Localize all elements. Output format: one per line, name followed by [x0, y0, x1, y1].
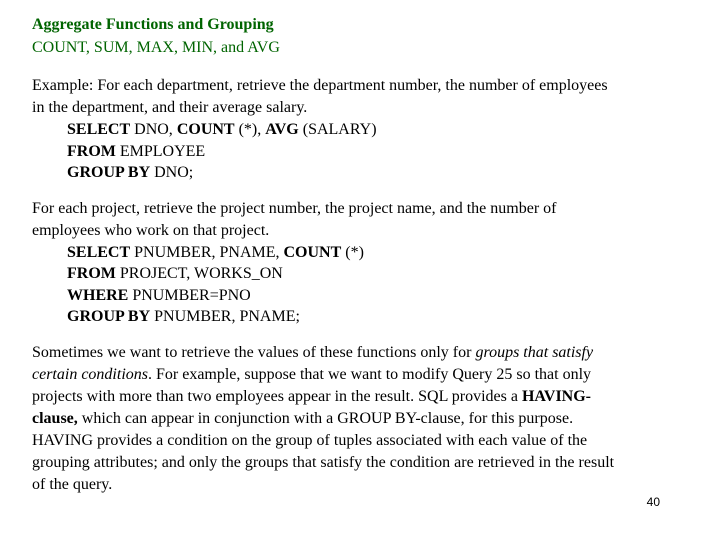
- bold-text-run: HAVING-: [521, 387, 591, 405]
- sql-text: DNO;: [150, 164, 194, 181]
- slide-title: Aggregate Functions and Grouping: [32, 16, 274, 33]
- sql-keyword: FROM: [67, 142, 116, 160]
- example-1-sql-select: [32, 119, 692, 141]
- example-1-sql-from: [32, 141, 692, 163]
- text-run: Sometimes we want to retrieve the values of these functions only for: [32, 343, 476, 361]
- sql-keyword: GROUP BY: [67, 308, 151, 325]
- sql-keyword: FROM: [67, 265, 116, 282]
- sql-text: (*),: [234, 121, 266, 138]
- example-1-block: [32, 75, 692, 184]
- sql-keyword: WHERE: [67, 286, 129, 304]
- sql-text: PNUMBER, PNAME,: [130, 243, 284, 261]
- example-1-text-line-2: in the department, and their average salary.: [32, 99, 308, 116]
- example-2-sql-from: [32, 263, 692, 285]
- having-line-1: [32, 342, 692, 364]
- sql-text: DNO,: [130, 121, 177, 138]
- sql-keyword: AVG: [265, 121, 299, 138]
- having-line-6: grouping attributes; and only the groups that satisfy the condition are retrieved in the result: [32, 453, 615, 471]
- sql-keyword: COUNT: [176, 121, 235, 138]
- sql-keyword: SELECT: [67, 243, 131, 261]
- example-2-sql-select: [32, 242, 692, 264]
- sql-text: PNUMBER=PNO: [128, 286, 251, 304]
- slide-subtitle: COUNT, SUM, MAX, MIN, and AVG: [32, 39, 280, 56]
- sql-text: (*): [341, 243, 364, 261]
- sql-keyword: SELECT: [67, 121, 131, 138]
- sql-text: PNUMBER, PNAME;: [150, 308, 300, 325]
- text-run: . For example, suppose that we want to modify Query 25 so that only: [147, 365, 592, 383]
- example-2-block: [32, 198, 692, 328]
- italic-text-run: groups that satisfy: [475, 343, 594, 361]
- text-run: which can appear in conjunction with a GROUP BY-clause, for this purpose.: [77, 409, 574, 427]
- sql-text: (SALARY): [298, 121, 377, 138]
- example-2-text-line-1: For each project, retrieve the project number, the project name, and the number of: [32, 199, 557, 217]
- page-number: 40: [646, 495, 660, 509]
- example-2-sql-groupby: [32, 306, 692, 328]
- example-2-text-line-2: employees who work on that project.: [32, 221, 270, 239]
- italic-text-run: certain conditions: [32, 365, 148, 383]
- having-paragraph: [32, 342, 692, 496]
- sql-text: EMPLOYEE: [115, 142, 206, 160]
- having-line-4: [32, 408, 692, 430]
- having-line-5: HAVING provides a condition on the group of tuples associated with each value of the: [32, 431, 588, 449]
- text-run: projects with more than two employees appear in the result. SQL provides a: [32, 387, 522, 405]
- sql-text: PROJECT, WORKS_ON: [115, 265, 283, 282]
- sql-keyword: COUNT: [283, 243, 342, 261]
- example-1-sql-groupby: [32, 162, 692, 184]
- having-line-7: of the query.: [32, 475, 113, 493]
- having-line-2: [32, 364, 692, 386]
- bold-text-run: clause,: [32, 409, 78, 427]
- example-1-text-line-1: Example: For each department, retrieve the department number, the number of employees: [32, 77, 608, 94]
- example-2-sql-where: [32, 285, 692, 307]
- sql-keyword: GROUP BY: [67, 164, 151, 181]
- slide-content: [32, 13, 692, 496]
- having-line-3: [32, 386, 692, 408]
